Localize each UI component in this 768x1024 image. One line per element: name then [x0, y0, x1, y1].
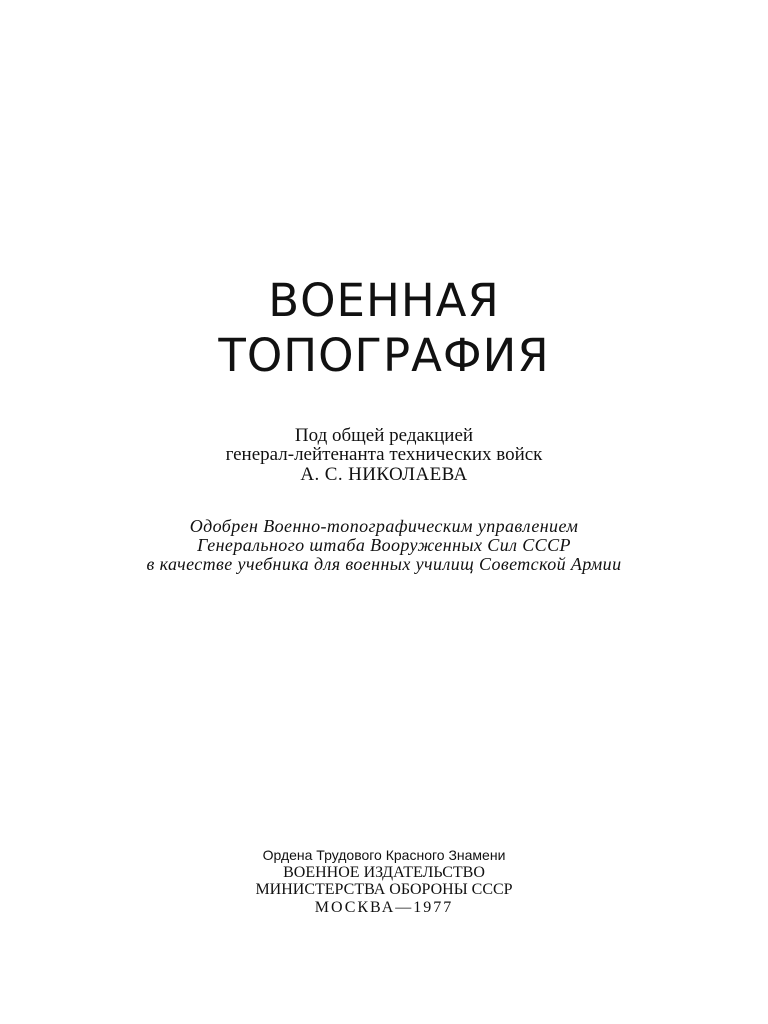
editor-name: А. С. НИКОЛАЕВА: [300, 464, 468, 485]
book-title-line1: ВОЕННАЯ: [268, 274, 500, 327]
book-title-line2: ТОПОГРАФИЯ: [218, 329, 550, 382]
publisher-name-line1: ВОЕННОЕ ИЗДАТЕЛЬСТВО: [283, 864, 485, 881]
approval-line2: Генерального штаба Вооруженных Сил СССР: [197, 535, 571, 555]
approval-line3: в качестве учебника для военных училищ Советской Армии: [146, 554, 622, 574]
publisher-name-line2: МИНИСТЕРСТВА ОБОРОНЫ СССР: [255, 881, 513, 898]
publication-city-year: МОСКВА—1977: [314, 899, 454, 916]
publisher-award-line: Ордена Трудового Красного Знамени: [262, 847, 506, 863]
editorial-credit-line2: генерал-лейтенанта технических войск: [225, 444, 543, 465]
approval-line1: Одобрен Военно-топографическим управлением: [189, 516, 579, 536]
editorial-credit-line1: Под общей редакцией: [294, 425, 474, 446]
